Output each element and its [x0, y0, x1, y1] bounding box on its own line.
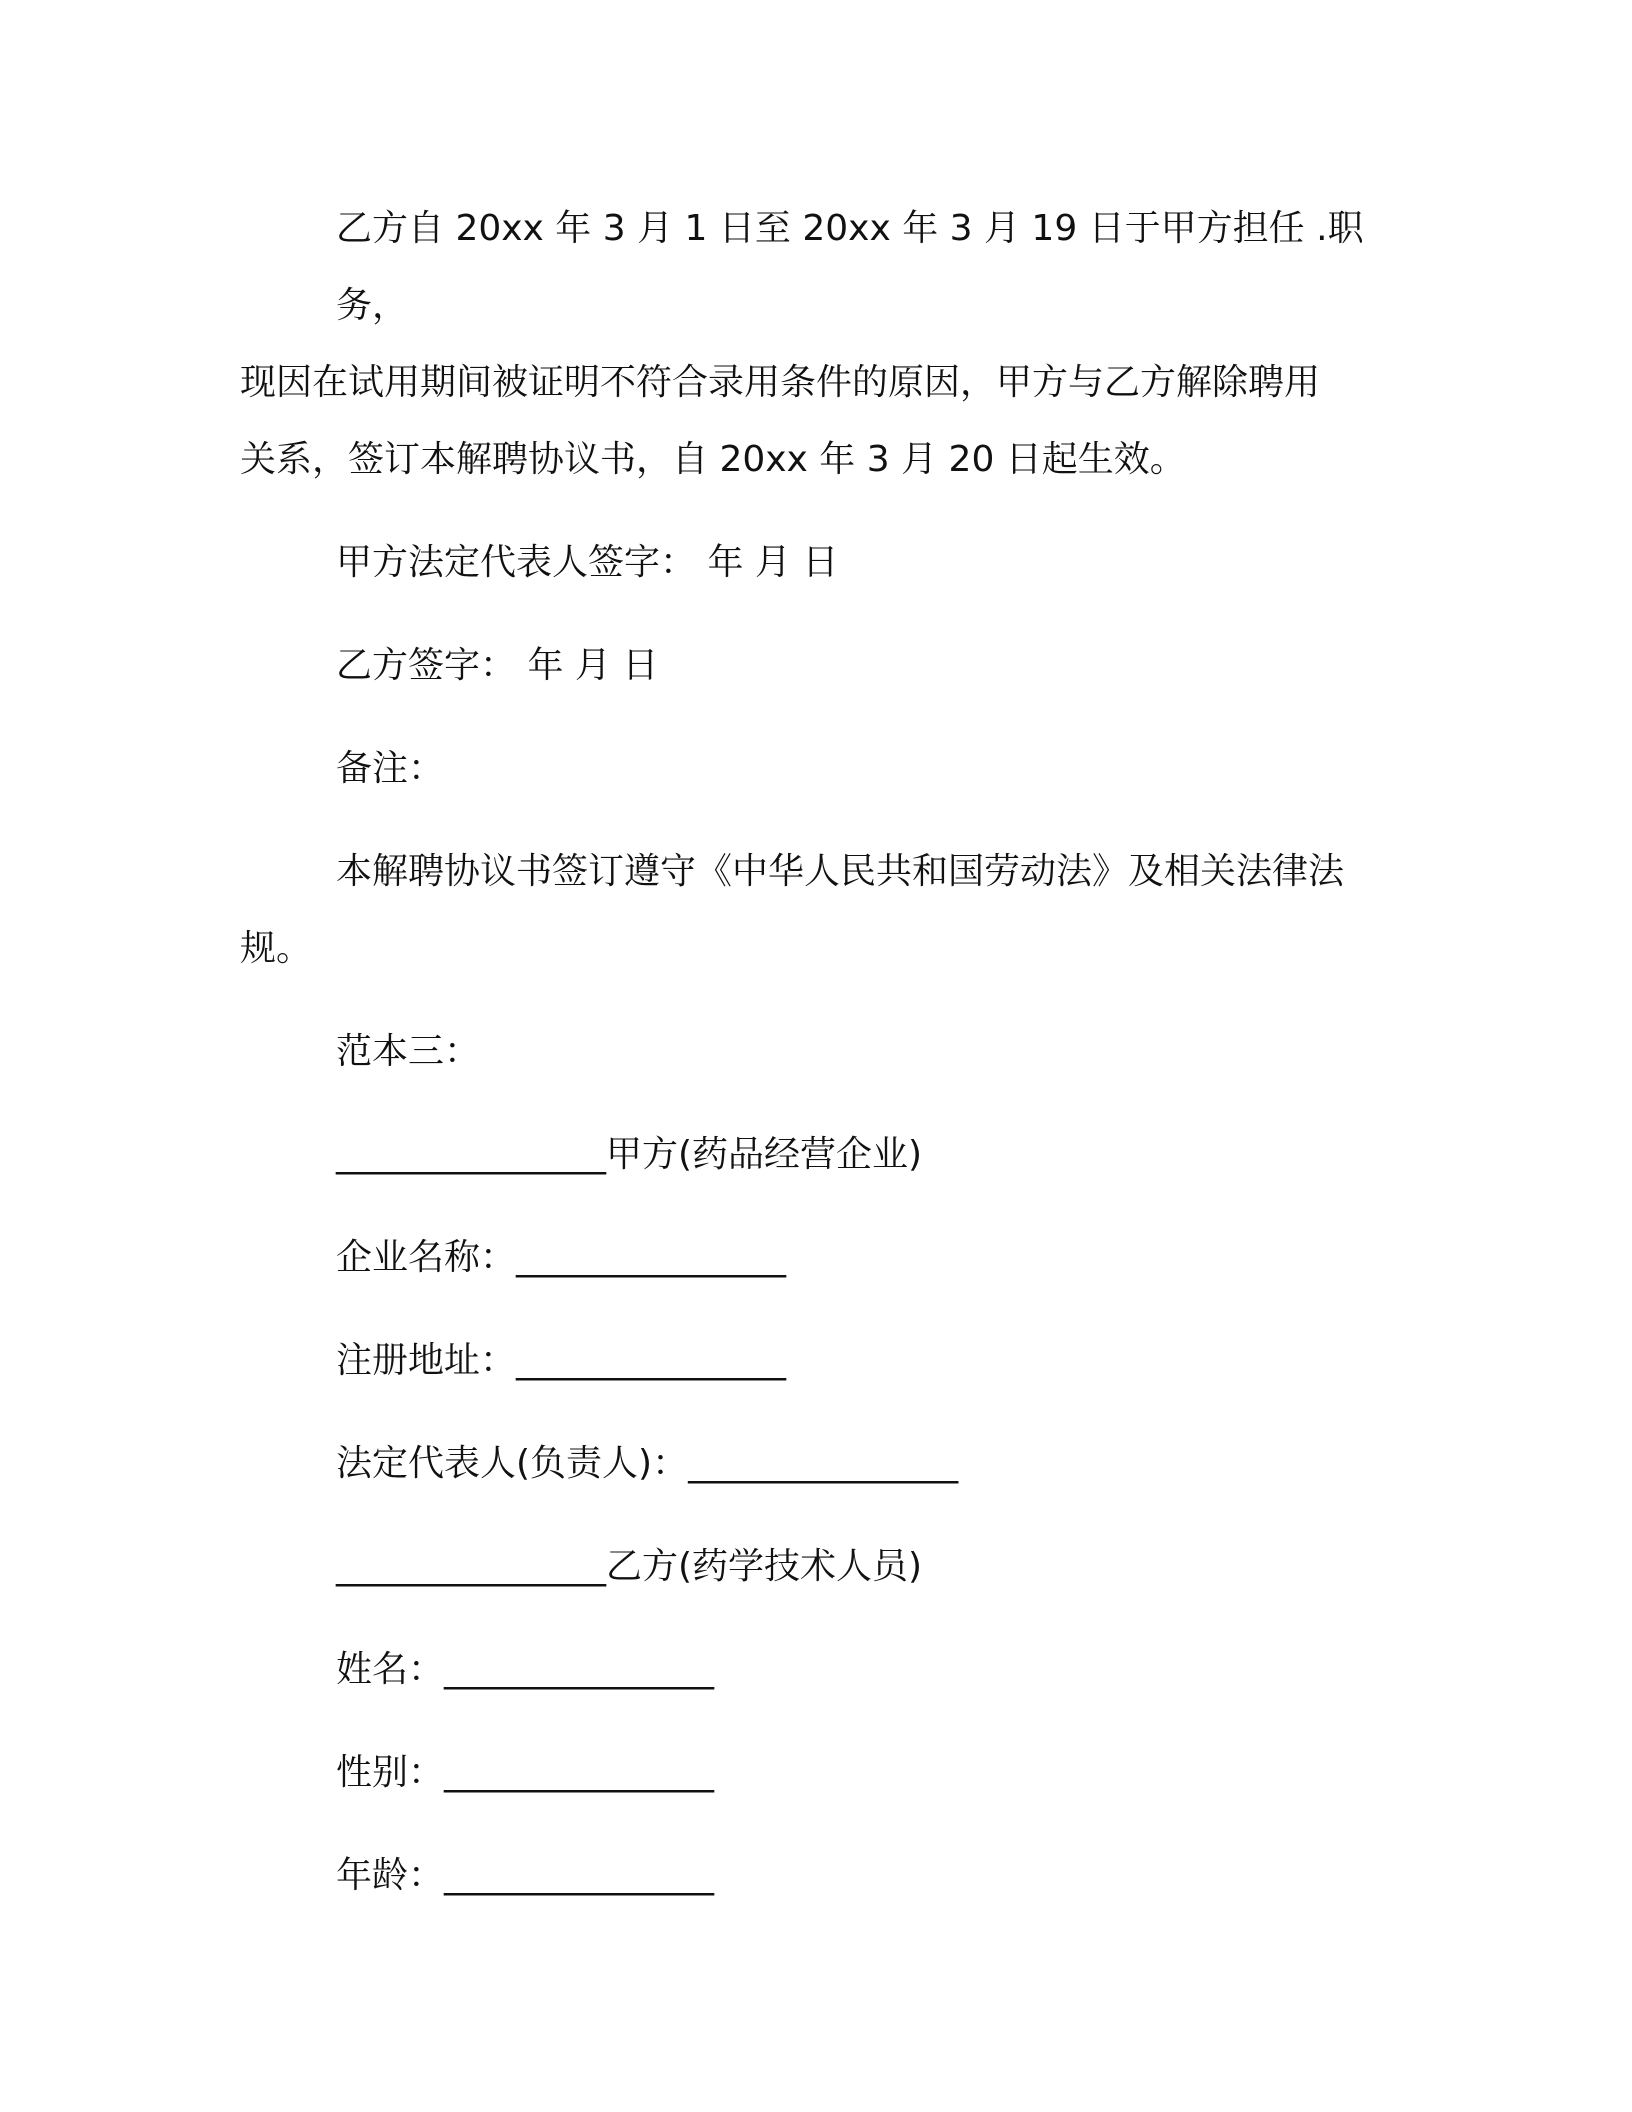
name-field: 姓名：_______________: [336, 1649, 715, 1690]
legal-representative-field: 法定代表人(负责人)：_______________: [336, 1443, 959, 1484]
party-a-signature-line: 甲方法定代表人签字： 年 月 日: [336, 542, 839, 583]
party-b-header: _______________乙方(药学技术人员): [336, 1546, 923, 1587]
termination-paragraph: [240, 190, 1400, 498]
age-field: 年龄：_______________: [336, 1855, 715, 1896]
sample-three-heading: 范本三：: [336, 1031, 481, 1072]
remark-paragraph: [240, 833, 1400, 987]
party-b-signature-line: 乙方签字： 年 月 日: [336, 645, 659, 686]
company-name-field: 企业名称：_______________: [336, 1237, 787, 1278]
document-body: [240, 190, 1400, 1914]
paragraph-line: 乙方自 20xx 年 3 月 1 日至 20xx 年 3 月 19 日于甲方担任 .职务，: [336, 208, 1364, 326]
paragraph-line: 本解聘协议书签订遵守《中华人民共和国劳动法》及相关法律法: [336, 851, 1345, 892]
paragraph-line: 规。: [240, 928, 313, 969]
paragraph-line: 关系，签订本解聘协议书，自 20xx 年 3 月 20 日起生效。: [240, 439, 1186, 480]
paragraph-line: 现因在试用期间被证明不符合录用条件的原因，甲方与乙方解除聘用: [240, 362, 1321, 403]
party-a-header: _______________甲方(药品经营企业): [336, 1134, 923, 1175]
remark-label: 备注：: [336, 748, 445, 789]
registered-address-field: 注册地址：_______________: [336, 1340, 787, 1381]
gender-field: 性别：_______________: [336, 1752, 715, 1793]
